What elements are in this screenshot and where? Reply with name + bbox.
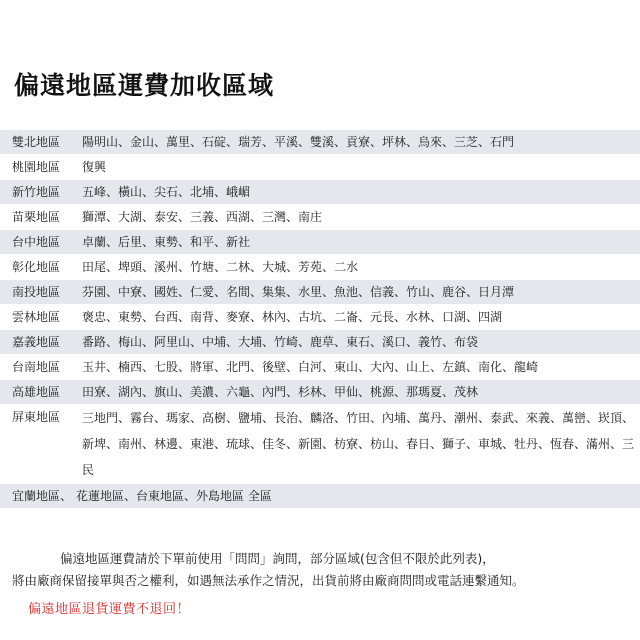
region-label: 宜蘭地區、	[12, 489, 73, 503]
table-row	[0, 405, 640, 484]
region-areas: 獅潭、大湖、泰安、三義、西湖、三灣、南庄	[82, 210, 323, 224]
region-areas: 番路、梅山、阿里山、中埔、大埔、竹崎、鹿草、東石、溪口、義竹、布袋	[82, 335, 479, 349]
notice-line: 將由廠商保留接單與否之權利，如遇無法承作之情況，出貨前將由廠商問問或電話連繫通知。	[12, 573, 525, 588]
table-row	[0, 355, 640, 380]
region-areas: 褒忠、東勢、台西、南背、麥寮、林內、古坑、二崙、元長、水林、口湖、四湖	[82, 310, 503, 324]
notice-line: 偏遠地區運費請於下單前使用「問問」詢問，部分區域(包含但不限於此列表)，	[60, 551, 495, 566]
region-areas: 玉井、楠西、七股、將軍、北門、後壁、白河、東山、大內、山上、左鎮、南化、龍崎	[82, 360, 539, 374]
region-label: 台中地區	[12, 235, 61, 249]
region-areas: 花蓮地區、台東地區、外島地區 全區	[76, 489, 272, 503]
region-areas: 田尾、埤頭、溪州、竹塘、二林、大城、芳苑、二水	[82, 260, 359, 274]
table-row	[0, 380, 640, 405]
region-areas: 三地門、霧台、瑪家、高樹、鹽埔、長治、麟洛、竹田、內埔、萬丹、潮州、泰武、來義、萬巒、崁頂、新埤、南州、林邊、東港、琉球、佳冬、新園、枋寮、枋山、春日、獅子、車城、牡丹、恆春、滿州、三民	[82, 411, 635, 477]
region-label: 高雄地區	[12, 385, 61, 399]
table-row	[0, 330, 640, 355]
region-label: 苗栗地區	[12, 210, 61, 224]
region-label: 桃園地區	[12, 160, 61, 174]
region-label: 雲林地區	[12, 310, 61, 324]
region-label: 屏東地區	[12, 410, 61, 424]
region-label: 雙北地區	[12, 135, 61, 149]
region-label: 台南地區	[12, 360, 61, 374]
table-row	[0, 305, 640, 330]
region-areas: 卓蘭、后里、東勢、和平、新社	[82, 235, 251, 249]
region-table	[0, 130, 640, 509]
region-areas: 陽明山、金山、萬里、石碇、瑞芳、平溪、雙溪、貢寮、坪林、烏來、三芝、石門	[82, 135, 515, 149]
region-label: 新竹地區	[12, 185, 61, 199]
table-row	[0, 205, 640, 230]
table-row	[0, 484, 640, 509]
table-row	[0, 230, 640, 255]
table-row	[0, 155, 640, 180]
region-areas: 五峰、橫山、尖石、北埔、峨嵋	[82, 185, 251, 199]
region-label: 嘉義地區	[12, 335, 61, 349]
notice-text	[0, 548, 640, 592]
table-row	[0, 130, 640, 155]
region-label: 彰化地區	[12, 260, 61, 274]
region-label: 南投地區	[12, 285, 61, 299]
region-areas: 芬園、中寮、國姓、仁愛、名間、集集、水里、魚池、信義、竹山、鹿谷、日月潭	[82, 285, 515, 299]
table-row	[0, 255, 640, 280]
page-title: 偏遠地區運費加收區域	[14, 71, 275, 100]
region-areas: 田寮、湖內、旗山、美濃、六龜、內門、杉林、甲仙、桃源、那瑪夏、茂林	[82, 385, 479, 399]
table-row	[0, 180, 640, 205]
table-row	[0, 280, 640, 305]
region-areas: 復興	[82, 160, 107, 174]
return-warning: 偏遠地區退貨運費不退回！	[28, 602, 191, 617]
